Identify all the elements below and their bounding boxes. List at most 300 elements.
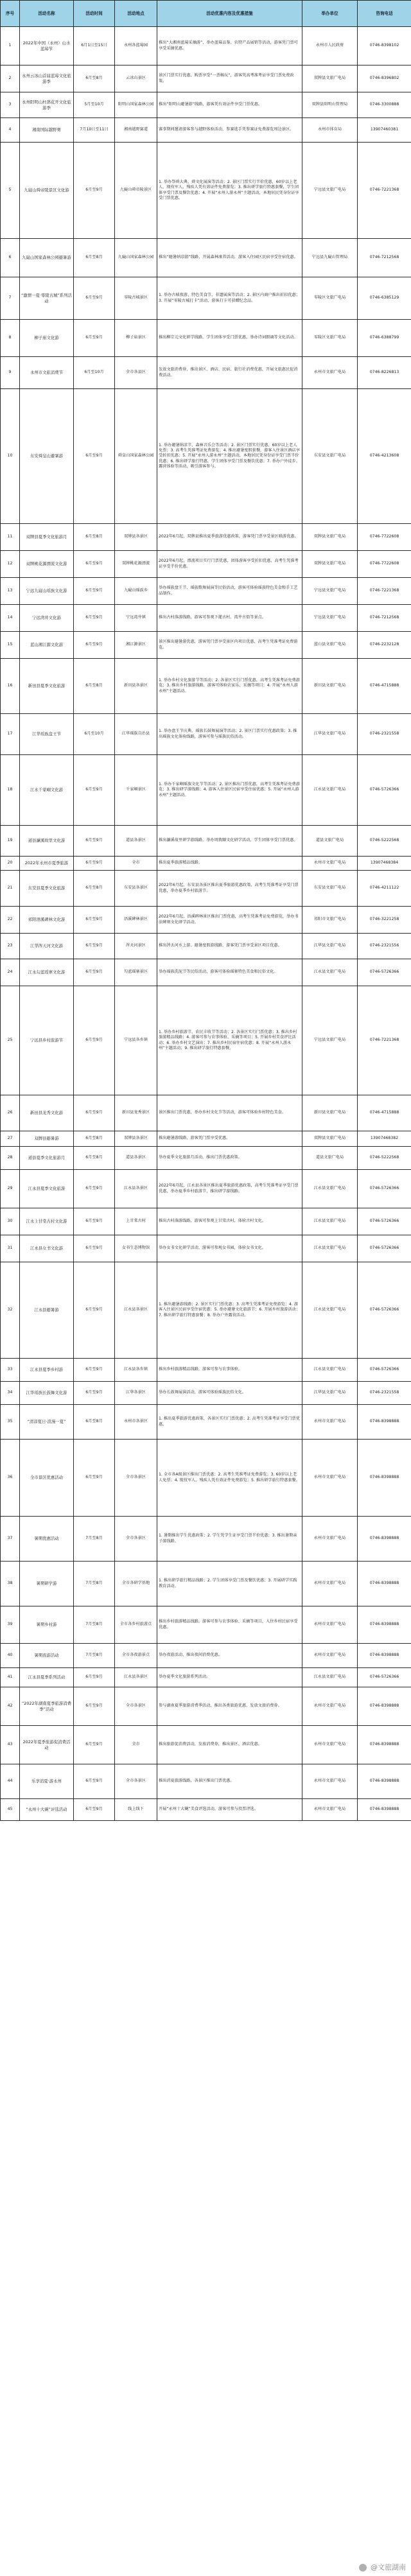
cell-name: 江永上甘棠古村文化游 (20, 1208, 74, 1235)
cell-no: 41 (1, 1668, 20, 1687)
table-row (1, 1095, 411, 1131)
table-row (1, 1562, 411, 1606)
cell-phone: 0746-2321558 (358, 714, 411, 755)
cell-no: 24 (1, 959, 20, 986)
cell-phone: 0746-8398888 (358, 1644, 411, 1668)
header-unit: 举办单位 (302, 1, 358, 27)
cell-time: 6月至9月 (74, 1262, 115, 1359)
cell-detail: 1. 全市各A级景区推出门票优惠；2. 高考生凭准考证免费游览；3. 60岁以上老人免票；4. 现役军人、残疾人凭有效证件免费游览；5. 推出研学旅行特惠套餐。 (157, 1440, 302, 1517)
cell-time: 6月1日至15日 (74, 27, 115, 65)
cell-time: 6月至9月 (74, 551, 115, 578)
cell-phone: 0746-5726366 (358, 1235, 411, 1262)
cell-name: 宁远湾井文化游 (20, 605, 74, 632)
cell-phone: 0746-8398888 (358, 1726, 411, 1764)
cell-place: 江永县各乡镇 (115, 1359, 157, 1382)
cell-no: 36 (1, 1440, 20, 1517)
cell-time: 6月至8月 (74, 1405, 115, 1440)
cell-place: 双牌县各景区 (115, 524, 157, 551)
cell-unit: 宁远县九嶷山管理局 (302, 239, 358, 277)
cell-no: 31 (1, 1235, 20, 1262)
cell-place: 湘江源景区 (115, 632, 157, 659)
cell-name: 道县濂溪故里文化游 (20, 826, 74, 857)
cell-no: 12 (1, 551, 20, 578)
cell-unit: 东安县文旅广电局 (302, 871, 358, 907)
table-row (1, 65, 411, 92)
cell-phone: 0746-4715888 (358, 659, 411, 714)
cell-time: 6月至8月 (74, 65, 115, 92)
cell-name: 江华瑶族盘王节 (20, 714, 74, 755)
cell-no: 25 (1, 986, 20, 1095)
table-row (1, 27, 411, 65)
cell-place: 新田县各景区 (115, 659, 157, 714)
cell-no: 38 (1, 1562, 20, 1606)
cell-no: 23 (1, 934, 20, 959)
table-row (1, 389, 411, 524)
table-row (1, 1687, 411, 1726)
header-time: 活动时间 (74, 1, 115, 27)
cell-phone: 0746-4211122 (358, 871, 411, 907)
cell-time: 6月至8月 (74, 1147, 115, 1170)
cell-detail: 2022年6月起，东安县各景区推出夏季旅游优惠政策，高考生凭准考证享受门票优惠，举办夏季乡村旅游节。 (157, 871, 302, 907)
cell-name: 暑期研学游 (20, 1562, 74, 1606)
cell-phone: 0746-7221368 (358, 578, 411, 605)
cell-name: 九嶷山舜帝陵景区文化游 (20, 143, 74, 239)
cell-phone: 0746-8398888 (358, 1517, 411, 1562)
cell-time: 6月至10月 (74, 714, 115, 755)
cell-phone: 0746-5726366 (358, 1668, 411, 1687)
cell-time: 6月至8月 (74, 871, 115, 907)
cell-no: 45 (1, 1799, 20, 1821)
cell-time: 7月至8月 (74, 1644, 115, 1668)
table-row (1, 1208, 411, 1235)
cell-name: 新田县龙秀文化游 (20, 1095, 74, 1131)
cell-no: 1 (1, 27, 20, 65)
cell-unit: 永州市文旅广电局 (302, 1606, 358, 1644)
cell-place: 新田县龙秀景区 (115, 1095, 157, 1131)
cell-unit: 永州市文旅广电局 (302, 1405, 358, 1440)
table-row (1, 143, 411, 239)
cell-time: 7月至8月 (74, 1562, 115, 1606)
cell-name: “2022年湖南夏季旅游消费季”活动 (20, 1687, 74, 1726)
cell-no: 35 (1, 1405, 20, 1440)
cell-detail: 推出避暑游线路，游客凭门票享受优惠。 (157, 1131, 302, 1147)
cell-name: 暑期夜游活动 (20, 1644, 74, 1668)
table-row (1, 605, 411, 632)
cell-phone: 13907468384 (358, 857, 411, 871)
cell-place: 九嶷山瑶族乡 (115, 578, 157, 605)
cell-time: 6月至9月 (74, 632, 115, 659)
cell-place: 全市各夜游景点 (115, 1644, 157, 1668)
cell-detail: 1. 举办千家峒瑶族文化节等活动；2. 景区推出门票优惠，高考生凭准考证免费游览；3. 推出研学游线路；4. 游客入住景区民宿享受住宿优惠；5. 开展“永州人游永州”主题活动。 (157, 755, 302, 826)
table-row (1, 578, 411, 605)
watermark (359, 2562, 407, 2572)
cell-name: 永州市文旅消费节 (20, 357, 74, 389)
table-row (1, 1147, 411, 1170)
cell-no: 26 (1, 1095, 20, 1131)
cell-time: 6月至9月 (74, 578, 115, 605)
table-row (1, 1440, 411, 1517)
table-row (1, 1131, 411, 1147)
cell-detail: 推出古村落游线路，游客可参观下灌古村、湾井古街等景点。 (157, 605, 302, 632)
cell-detail: 举办夜游活动，推出夜间消费优惠。 (157, 1644, 302, 1668)
cell-detail: 景区推出门票优惠，举办乡村文化节等活动，游客可体验乡村特色美食。 (157, 1095, 302, 1131)
cell-name: 暑期优惠活动 (20, 1517, 74, 1562)
cell-no: 9 (1, 357, 20, 389)
cell-time: 6月至9月 (74, 277, 115, 320)
cell-phone: 0746-5726366 (358, 1170, 411, 1208)
cell-place: 全市各景区 (115, 1764, 157, 1799)
cell-detail: 推出“大湘南蓝莓采摘游”，举办蓝莓品鉴、农特产品展销等活动，游客凭门票可享受采摘优惠。 (157, 27, 302, 65)
cell-unit: 永州市文旅广电局 (302, 1440, 358, 1517)
cell-unit: 江永县文旅广电局 (302, 1235, 358, 1262)
table-row (1, 1262, 411, 1359)
cell-detail: 1. 举办祭舜大典、舜文化展演等活动；2. 景区门票实行半价优惠，60岁以上老人、现役军人、残疾人凭有效证件免费游览；3. 推出研学旅行特惠套餐，学生团体享受门票及餐饮优惠；4. 开展“永州人游永州”主题活动，本地居民凭身份证享受门票优惠。 (157, 143, 302, 239)
cell-detail: 景区推出避暑游优惠，游客凭门票享受景区内项目优惠，高考生凭准考证免费游览。 (157, 632, 302, 659)
cell-phone: 0746-2232128 (358, 632, 411, 659)
cell-place: 湘南越野赛道 (115, 118, 157, 143)
cell-name: “永州十大碗”评选活动 (20, 1799, 74, 1821)
table-header-row (1, 1, 411, 27)
cell-name: 全市景区优惠活动 (20, 1440, 74, 1517)
cell-place: 道县各景区 (115, 1147, 157, 1170)
table-row (1, 959, 411, 986)
cell-time: 6月至9月 (74, 1726, 115, 1764)
cell-place: 全市各乡村旅游点 (115, 1606, 157, 1644)
cell-time: 6月至9月 (74, 389, 115, 524)
cell-place: 道县各景区 (115, 826, 157, 857)
cell-time: 6月至9月 (74, 755, 115, 826)
cell-detail: 1. 举办盘王节庆典、瑶族长鼓舞展演等活动；2. 景区门票实行优惠政策；3. 推出瑶族文化体验线路，游客可参与瑶族民俗活动。 (157, 714, 302, 755)
cell-unit: 道县文旅广电局 (302, 1147, 358, 1170)
cell-time: 6月至8月 (74, 1131, 115, 1147)
cell-place: 江永县各景区 (115, 1262, 157, 1359)
cell-name: 江永县女书文化游 (20, 1235, 74, 1262)
cell-time: 6月至9月 (74, 1235, 115, 1262)
cell-no: 28 (1, 1147, 20, 1170)
cell-detail: 举办瑶族洗泥节等民俗活动，游客可体验瑶寨特色美食和民俗文化。 (157, 959, 302, 986)
cell-unit: 永州市文旅广电局 (302, 1799, 358, 1821)
cell-unit: 永州市文旅广电局 (302, 857, 358, 871)
cell-phone: 0746-5222568 (358, 1147, 411, 1170)
cell-place: 永州各蓝莓园 (115, 27, 157, 65)
cell-detail: 推出涔天河水上游、避暑度假游线路，游客凭门票享受景区项目优惠。 (157, 934, 302, 959)
table-row (1, 986, 411, 1095)
cell-no: 21 (1, 871, 20, 907)
cell-no: 8 (1, 320, 20, 357)
table-row (1, 239, 411, 277)
cell-detail: 推出濂溪故里研学游线路，举办周敦颐文化研学活动，学生团体享受门票优惠。 (157, 826, 302, 857)
cell-detail: 举办女书文化研学活动，游客可参观女书园，体验女书文化。 (157, 1235, 302, 1262)
cell-place: 江华各景区 (115, 1382, 157, 1405)
cell-detail: 推出“阳明山避暑游”线路，游客凭有效证件享受门票优惠。 (157, 92, 302, 118)
cell-place: 江永县各景区 (115, 1668, 157, 1687)
cell-unit: 江永县文旅广电局 (302, 1668, 358, 1687)
cell-time: 5月至10月 (74, 92, 115, 118)
cell-no: 33 (1, 1359, 20, 1382)
cell-unit: 永州市文旅广电局 (302, 1687, 358, 1726)
cell-phone: 0746-8396802 (358, 65, 411, 92)
cell-detail: 参与湖南夏季旅游消费季活动，推出各类旅游优惠，发放文旅消费券。 (157, 1687, 302, 1726)
cell-detail: 推出乡村旅游精品线路，游客可参与农事体验、采摘等项目，入住乡村民宿享受优惠。 (157, 1606, 302, 1644)
cell-phone: 0746-3300888 (358, 92, 411, 118)
cell-no: 7 (1, 277, 20, 320)
cell-name: 双牌桃花源漂流文化游 (20, 551, 74, 578)
cell-phone: 0746-5726366 (358, 755, 411, 826)
table-row (1, 1668, 411, 1687)
cell-phone: 0746-4715888 (358, 1095, 411, 1131)
cell-place: 全市各研学基地 (115, 1562, 157, 1606)
cell-detail: 1. 举办避暑纳凉节、森林音乐会等活动；2. 景区门票实行优惠，60岁以上老人免票；3. 高考生凭准考证免费游览；4. 推出避暑度假套餐，游客入住景区酒店享受折扣优惠；5. 开展“永州人游永州”主题活动，本地居民凭身份证享受门票半价优惠；6. 推出研学旅行特惠，学生团体享受门票及餐饮优惠；7. 举办户外徒步、露营体验等活动，吸引游客参与。 (157, 389, 302, 524)
cell-detail: 推出夏季旅游精品线路。 (157, 857, 302, 871)
cell-place: 勾蓝瑶寨景区 (115, 959, 157, 986)
cell-unit: 永州市文旅广电局 (302, 1517, 358, 1562)
cell-no: 39 (1, 1606, 20, 1644)
cell-unit: 双牌县阳明山管理局 (302, 92, 358, 118)
table-row (1, 277, 411, 320)
cell-time: 6月至9月 (74, 1764, 115, 1799)
cell-unit: 江永县文旅广电局 (302, 1170, 358, 1208)
cell-time: 6月至9月 (74, 1687, 115, 1726)
cell-phone: 13907468382 (358, 1131, 411, 1147)
header-detail: 活动优惠内容及优惠措施 (157, 1, 302, 27)
cell-phone: 0746-5726366 (358, 1359, 411, 1382)
cell-no: 22 (1, 907, 20, 934)
cell-time: 7月至8月 (74, 1606, 115, 1644)
cell-unit: 江华县文旅广电局 (302, 714, 358, 755)
cell-phone: 0746-7221368 (358, 143, 411, 239)
cell-phone: 0746-8398888 (358, 1606, 411, 1644)
cell-no: 10 (1, 389, 20, 524)
cell-name: 永州云冰山首届蓝莓文化旅游季 (20, 65, 74, 92)
cell-place: 千家峒景区 (115, 755, 157, 826)
cell-detail: 开展“永州十大碗”美食评选活动，游客可参与投票评选。 (157, 1799, 302, 1821)
cell-place: 宁远县各乡镇 (115, 986, 157, 1095)
cell-unit: 新田县文旅广电局 (302, 1095, 358, 1131)
table-row (1, 357, 411, 389)
table-row (1, 1405, 411, 1440)
table-row (1, 320, 411, 357)
cell-phone: 0746-6388799 (358, 320, 411, 357)
cell-time: 6月至9月 (74, 1799, 115, 1821)
table-row (1, 659, 411, 714)
cell-place: 女书生态博物馆 (115, 1235, 157, 1262)
cell-detail: 1. 举办古城夜游、特色美食节、非遗展演等活动；2. 景区内商户推出折扣优惠；3. 开展“零陵古城打卡”活动，游客打卡可获赠纪念品。 (157, 277, 302, 320)
cell-unit: 宁远县文旅广电局 (302, 143, 358, 239)
cell-unit: 蓝山县文旅广电局 (302, 632, 358, 659)
cell-detail: 1. 举办乡村旅游节、农民丰收节等活动；2. 各景区实行门票优惠；3. 推出乡村旅游精品线路；4. 游客可参与农事体验、采摘等项目；5. 开展乡村美食评比活动；6. 举办乡村文艺演出；7. 推出乡村民宿住宿优惠；8. 开展“永州人游永州”主题活动；9. 推出研学旅行特惠套餐。 (157, 986, 302, 1095)
cell-detail: 景区门票实行优惠，购票享受“一票畅玩”，游客凭高考准考证享受门票免费政策。 (157, 65, 302, 92)
cell-name: 道县夏季文化旅游月 (20, 1147, 74, 1170)
cell-time: 6月至9月 (74, 143, 115, 239)
cell-unit: 零陵区文旅广电局 (302, 277, 358, 320)
cell-detail: 1. 举办乡村文化旅游节等活动；2. 各景区实行门票优惠，高考生凭准考证免费游览；3. 推出乡村旅游线路，游客可体验农家乐、采摘等项目；4. 开展“永州人游永州”主题活动。 (157, 659, 302, 714)
cell-name: 2022年中国（永州）山水蓝莓节 (20, 27, 74, 65)
cell-detail: 2022年6月起，浯溪碑林景区推出门票优惠，高考生凭准考证免费游览，举办书法碑刻文化研学活动。 (157, 907, 302, 934)
cell-place: 双牌桃花源漂流 (115, 551, 157, 578)
cell-name: 江永县避暑游 (20, 1262, 74, 1359)
cell-phone: 0746-2321556 (358, 934, 411, 959)
cell-detail: 推出古村落游线路，游客可参观上甘棠古村，体验古村文化。 (157, 1208, 302, 1235)
cell-place: 零陵古城景区 (115, 277, 157, 320)
cell-unit: 江永县文旅广电局 (302, 1359, 358, 1382)
cell-no: 40 (1, 1644, 20, 1668)
table-row (1, 1170, 411, 1208)
table-row (1, 118, 411, 143)
cell-name: 乐享消夏·游永州 (20, 1764, 74, 1799)
table-row (1, 755, 411, 826)
cell-phone: 0746-3221258 (358, 907, 411, 934)
cell-time: 6月至9月 (74, 1382, 115, 1405)
cell-place: 全市各景区 (115, 1687, 157, 1726)
cell-time: 7月至8月 (74, 1517, 115, 1562)
cell-phone: 0746-8398888 (358, 1440, 411, 1517)
table-row (1, 857, 411, 871)
cell-name: 永州阳明山杜鹃花开文化旅游季 (20, 92, 74, 118)
cell-name: 江永县夏季系列活动 (20, 1668, 74, 1687)
cell-time: 6月至8月 (74, 659, 115, 714)
cell-no: 3 (1, 92, 20, 118)
cell-time: 6月至10月 (74, 357, 115, 389)
table-row (1, 826, 411, 857)
table-row (1, 92, 411, 118)
cell-time: 6月至9月 (74, 934, 115, 959)
cell-time: 6月至9月 (74, 1440, 115, 1517)
cell-detail: 2022年6月起，漂流项目实行门票优惠，团体游客享受折扣优惠，高考生凭准考证享受半价优惠。 (157, 551, 302, 578)
cell-place: 九嶷山舜帝陵景区 (115, 143, 157, 239)
cell-no: 20 (1, 857, 20, 871)
table-body (1, 27, 411, 1821)
cell-no: 32 (1, 1262, 20, 1359)
cell-time: 6月至8月 (74, 239, 115, 277)
cell-place: 阳明山国家森林公园 (115, 92, 157, 118)
cell-unit: 永州市文旅广电局 (302, 357, 358, 389)
cell-name: 2022年夏季旅游促消费活动 (20, 1726, 74, 1764)
cell-place: 上甘棠古村 (115, 1208, 157, 1235)
cell-phone: 0746-7221368 (358, 986, 411, 1095)
cell-phone: 0746-5726366 (358, 1208, 411, 1235)
cell-name: “激情一夏·零陵古城”系列活动 (20, 277, 74, 320)
cell-phone: 13907460381 (358, 118, 411, 143)
cell-name: 江永县夏季乡村游 (20, 1359, 74, 1382)
cell-time: 6月至9月 (74, 986, 115, 1095)
table-row (1, 1644, 411, 1668)
cell-unit: 江永县文旅广电局 (302, 959, 358, 986)
cell-detail: 2022年6月起，双牌县推出夏季旅游优惠政策，游客凭门票享受景区联游优惠。 (157, 524, 302, 551)
cell-detail: 1. 推出避暑游线路；2. 景区实行门票优惠；3. 高考生凭准考证免费游览；4. 游客入住景区民宿享受住宿优惠；5. 举办避暑文化旅游节；6. 开展乡村旅游活动；7. 推出研学旅行特惠套餐；8. 举办户外露营活动。 (157, 1262, 302, 1359)
cell-time: 6月至8月 (74, 524, 115, 551)
cell-name: 湘南国际越野赛 (20, 118, 74, 143)
cell-phone: 0746-8398888 (358, 1799, 411, 1821)
cell-name: 江永县夏季文化旅游 (20, 1170, 74, 1208)
cell-place: 宁远湾井镇 (115, 605, 157, 632)
cell-phone: 0746-5726366 (358, 959, 411, 986)
cell-phone: 0746-2321558 (358, 1382, 411, 1405)
cell-no: 17 (1, 714, 20, 755)
cell-time: 6月至9月 (74, 1170, 115, 1208)
cell-unit: 双牌县文旅广电局 (302, 551, 358, 578)
cell-detail: 1. 暑期推出学生优惠政策；2. 学生凭学生证享受门票半价优惠；3. 推出暑期亲子游线路。 (157, 1517, 302, 1562)
cell-phone: 0746-8398888 (358, 1764, 411, 1799)
cell-unit: 东安县文旅广电局 (302, 389, 358, 524)
table-row (1, 1359, 411, 1382)
cell-time: 6月至9月 (74, 1208, 115, 1235)
watermark-text: @文旅湖南 (371, 2563, 406, 2572)
cell-phone: 0746-8398888 (358, 1687, 411, 1726)
cell-unit: 双牌县文旅广电局 (302, 65, 358, 92)
cell-name: 新田县夏季文化旅游 (20, 659, 74, 714)
cell-phone: 0746-8398102 (358, 27, 411, 65)
cell-no: 5 (1, 143, 20, 239)
cell-no: 18 (1, 755, 20, 826)
table-row (1, 934, 411, 959)
cell-time: 6月至9月 (74, 1359, 115, 1382)
cell-place: 全市 (115, 1726, 157, 1764)
cell-time: 6月至9月 (74, 826, 115, 857)
cell-unit: 双牌县文旅广电局 (302, 524, 358, 551)
cell-detail: 推出消夏旅游线路，各景区推出门票优惠。 (157, 1764, 302, 1799)
cell-detail: 举办瑶族盘王节、瑶族歌舞展演等民俗活动，游客可体验瑶族特色美食和手工艺品制作。 (157, 578, 302, 605)
cell-name: 双牌县夏季文化旅游月 (20, 524, 74, 551)
cell-unit: 永州市文旅广电局 (302, 1644, 358, 1668)
cell-unit: 江永县文旅广电局 (302, 755, 358, 826)
cell-name: 2022年永州市夏季旅游 (20, 857, 74, 871)
cell-unit: 道县文旅广电局 (302, 826, 358, 857)
cell-detail: 发放文旅消费券，推出景区、酒店、民宿、旅行社消费优惠，开展文旅惠民促消费活动。 (157, 357, 302, 389)
header-no: 序号 (1, 1, 20, 27)
cell-place: 舜皇山国家森林公园 (115, 389, 157, 524)
cell-place: 浯溪碑林景区 (115, 907, 157, 934)
cell-place: 九嶷山国家森林公园 (115, 239, 157, 277)
cell-unit: 宁远县文旅广电局 (302, 605, 358, 632)
cell-phone: 0746-7212568 (358, 239, 411, 277)
cell-phone: 0746-8398888 (358, 1562, 411, 1606)
cell-name: “清凉夏日·浪漫一夏” (20, 1405, 74, 1440)
cell-unit: 零陵区文旅广电局 (302, 320, 358, 357)
table-row (1, 1764, 411, 1799)
cell-phone: 0746-7722608 (358, 524, 411, 551)
table-row (1, 871, 411, 907)
cell-place: 柳子庙景区 (115, 320, 157, 357)
cell-place: 双牌县各景区 (115, 1131, 157, 1147)
cell-phone: 0746-5726366 (358, 1262, 411, 1359)
cell-detail: 1. 推出研学旅行精品线路；2. 学生团体享受门票及餐饮优惠；3. 开展研学实践教育活动。 (157, 1562, 302, 1606)
header-name: 活动名称 (20, 1, 74, 27)
cell-detail: 推出“避暑纳凉游”线路，开展森林康养活动，游客入住园区民宿享受住宿优惠。 (157, 239, 302, 277)
cell-unit: 双牌县文旅广电局 (302, 1131, 358, 1147)
table-row (1, 1235, 411, 1262)
cell-name: 祁阳浯溪碑林文化游 (20, 907, 74, 934)
cell-place: 江华瑶族自治县 (115, 714, 157, 755)
cell-place: 全市各景区 (115, 1440, 157, 1517)
cell-no: 37 (1, 1517, 20, 1562)
cell-time: 6月至9月 (74, 1095, 115, 1131)
cell-place: 全市 (115, 857, 157, 871)
cell-phone: 0746-4213608 (358, 389, 411, 524)
cell-no: 16 (1, 659, 20, 714)
cell-no: 14 (1, 605, 20, 632)
table-row (1, 1726, 411, 1764)
cell-name: 宁远县乡村旅游节 (20, 986, 74, 1095)
cell-time: 6月至9月 (74, 320, 115, 357)
cell-no: 15 (1, 632, 20, 659)
cell-unit: 祁阳市文旅广电局 (302, 907, 358, 934)
cell-no: 19 (1, 826, 20, 857)
cell-no: 6 (1, 239, 20, 277)
cell-detail: 2022年6月起，江永县各景区推出夏季旅游优惠政策，高考生凭准考证享受门票优惠，举办夏季乡村旅游节，推出研学游线路。 (157, 1170, 302, 1208)
table-row (1, 632, 411, 659)
cell-place: 东安县各景区 (115, 871, 157, 907)
cell-unit: 永州市文旅广电局 (302, 1764, 358, 1799)
